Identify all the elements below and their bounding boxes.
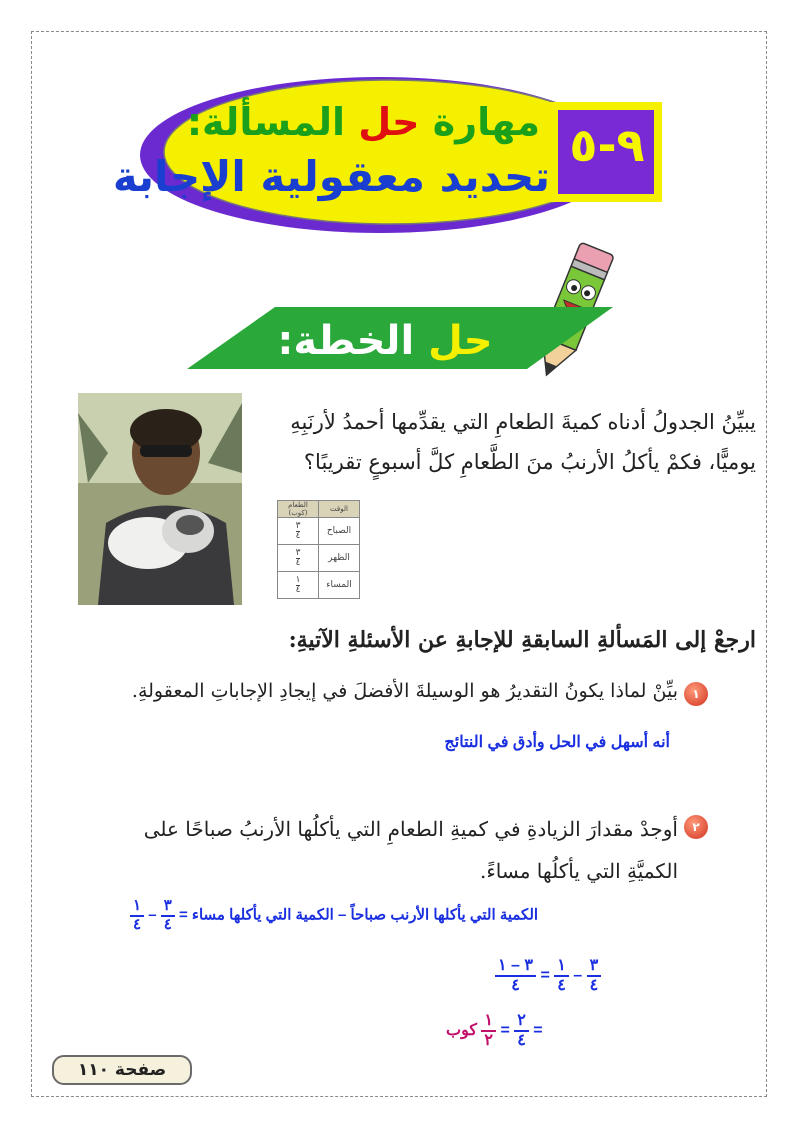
minus-sign: –	[148, 906, 157, 924]
question-1-number: ١	[684, 682, 708, 706]
title-line-2: تحديد معقولية الإجابة	[112, 152, 550, 201]
instruction-heading: ارجعْ إلى المَسألةِ السابقةِ للإجابةِ عن الأسئلةِ الآتيةِ:	[288, 627, 756, 653]
question-1-text: بيِّنْ لماذا يكونُ التقديرُ هو الوسيلةَ الأفضلَ في إيجادِ الإجاباتِ المعقولةِ.	[131, 680, 678, 702]
food-table-time: المساء	[319, 572, 360, 599]
boy-rabbit-photo	[78, 393, 242, 605]
equals-sign: =	[540, 966, 550, 984]
food-table-header	[278, 501, 360, 518]
question-2-number: ٢	[684, 815, 708, 839]
food-table-amount: ١ ٤	[278, 572, 319, 599]
equals-sign: =	[533, 1021, 543, 1039]
question-2-answer-line-2	[495, 957, 695, 994]
fraction-two-quarters: $\frac{٢}{٤}$	[514, 1012, 529, 1049]
answer-equation-text: الكمية التي يأكلها الأرنب صباحاً – الكمية التي يأكلها مساء =	[178, 906, 539, 924]
food-table	[277, 500, 360, 599]
plan-label: حل الخطة:	[277, 318, 493, 364]
food-table-time: الصباح	[319, 518, 360, 545]
title-line-1: مهارة حل المسألة:	[186, 100, 540, 144]
question-2-line-2: الكميَّةِ التي يأكلُها مساءً.	[480, 859, 678, 883]
question-2-answer-line-1	[130, 898, 690, 933]
food-table-header-food: الطعام (كوب)	[278, 501, 319, 518]
fraction-one-quarter: $\frac{١}{٤}$	[554, 957, 569, 994]
problem-line-1: يبيِّنُ الجدولُ أدناه كميةَ الطعامِ التي يقدِّمها أحمدُ لأرنَبِهِ	[290, 410, 756, 434]
page-number: صفحة ١١٠	[52, 1055, 192, 1085]
fraction-three-quarters: $\frac{٣}{٤}$	[587, 957, 602, 994]
question-2-answer-line-3	[446, 1012, 646, 1049]
lesson-number: ٩-٥	[569, 118, 645, 172]
minus-sign: –	[573, 966, 583, 984]
table-row	[278, 572, 360, 599]
table-row	[278, 545, 360, 572]
fraction-one-quarter: $\frac{١}{٤}$	[130, 898, 144, 933]
food-table-header-time: الوقت	[319, 501, 360, 518]
question-2-text	[60, 808, 678, 892]
problem-text	[248, 402, 756, 482]
food-table-amount: ٣ ٤	[278, 545, 319, 572]
table-row	[278, 518, 360, 545]
question-1-answer: أنه أسهل في الحل وأدق في النتائج	[444, 734, 670, 751]
food-table-time: الظهر	[319, 545, 360, 572]
equals-sign: =	[500, 1021, 510, 1039]
fraction-three-quarters: $\frac{٣}{٤}$	[161, 898, 175, 933]
fraction-difference: $\frac{٣ - ١}{٤}$	[495, 957, 536, 994]
fraction-one-half: $\frac{١}{٢}$	[481, 1012, 496, 1049]
unit-cup: كوب	[446, 1021, 477, 1039]
problem-line-2: يوميًّا، فكمْ يأكلُ الأرنبُ منَ الطَّعامِ كلَّ أسبوعٍ تقريبًا؟	[303, 450, 756, 474]
food-table-amount: ٣ ٤	[278, 518, 319, 545]
question-2-line-1: أوجدْ مقدارَ الزيادةِ في كميةِ الطعامِ التي يأكلُها الأرنبُ صباحًا على	[143, 817, 678, 841]
